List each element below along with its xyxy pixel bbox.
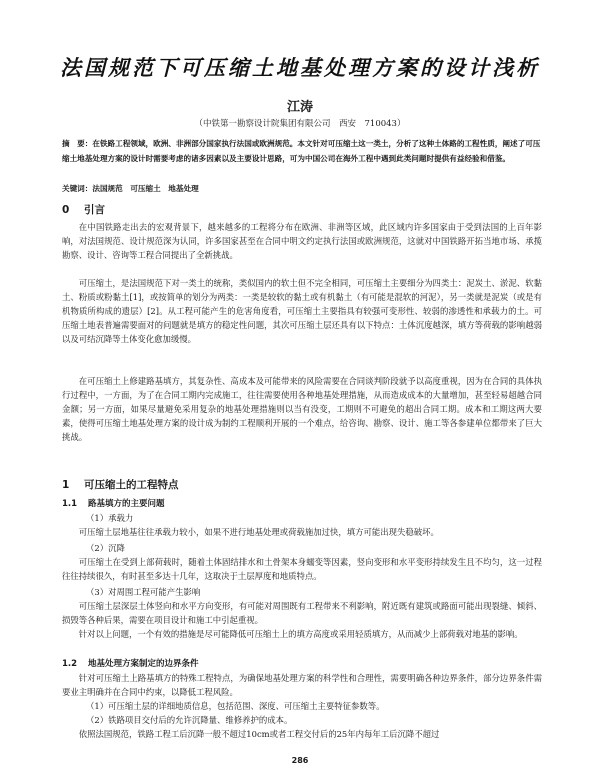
item-2-title: （2）沉降 [86,543,125,553]
section-number: 1 [62,479,70,491]
sub2-item-1: （1）可压缩土层的详细地质信息，包括范围、深度、可压缩土主要特征参数等。 [86,701,385,711]
subsection-title: 地基处理方案制定的边界条件 [88,659,199,669]
item-3-text: 可压缩土层深层土体竖向和水平方向变形，有可能对周围既有工程带来不利影响，附近既有建筑或路面可能出现裂缝、倾斜、损毁等各种后果，需要在项目设计和施工中引起重视。 [62,601,542,625]
page-number: 286 [291,756,309,765]
author-affiliation: （中铁第一勘察设计院集团有限公司 西安 710043） [194,119,406,129]
keywords-text: 法国规范 可压缩土 地基处理 [92,184,199,193]
section-heading-1 [62,477,179,492]
section-title: 可压缩土的工程特点 [84,479,179,491]
author-name: 江涛 [286,100,313,115]
abstract-text: 在铁路工程领域，欧洲、非洲部分国家执行法国或欧洲规范。本文针对可压缩土这一类土，分析了这种土体路的工程性质，阐述了可压缩土地基处理方案的设计时需要考虑的诸多因素以及主要设计思路，可为中国公司在海外工程中遇到此类问题时提供有益经验和借鉴。 [62,139,541,163]
sub2-last-line: 依照法国规范，铁路工程工后沉降一般不超过10cm或者工程交付后的25年内每年工后沉降不超过 [78,729,440,739]
subsection-heading-1-2 [62,657,199,669]
abstract [62,136,542,166]
item-3-title: （3）对周围工程可能产生影响 [86,587,201,597]
subsection-number: 1.1 [62,499,78,509]
sub2-item-2: （2）铁路项目交付后的允许沉降量、维修养护的成本。 [86,715,293,725]
abstract-label: 摘 要： [62,139,93,148]
sub1-summary: 针对以上问题，一个有效的措施是尽可能降低可压缩土上的填方高度或采用轻质填方，从而减少上部荷载对地基的影响。 [78,629,523,639]
keywords-label: 关键词： [62,184,93,193]
paper-title: 法国规范下可压缩土地基处理方案的设计浅析 [60,55,540,80]
intro-paragraph-1: 在中国铁路走出去的宏观背景下，越来越多的工程将分布在欧洲、非洲等区域，此区域内许多国家由于受到法国的上百年影响，对法国规范、设计规范深为认同，许多国家甚至在合同中明文约定执行法国或欧洲规范，这就对中国铁路开拓当地市场、承揽勘察、设计、咨询等工程合同提出了全新挑战。 [62,222,542,260]
sub2-paragraph: 针对可压缩土上路基填方的特殊工程特点，为确保地基处理方案的科学性和合理性，需要明确各种边界条件，部分边界条件需要业主明确并在合同中约束，以降低工程风险。 [62,673,542,697]
intro-paragraph-3: 在可压缩土上修建路基填方，其复杂性、高成本及可能带来的风险需要在合同谈判阶段就予以高度重视，因为在合同的具体执行过程中，一方面，为了在合同工期内完成施工，往往需要使用各种地基处理措施，从而造成成本的大量增加，甚至轻易超越合同金额；另一方面，如果尽量避免采用复杂的地基处理措施则以当有没变，工期则不可避免的超出合同工期。成本和工期这两大要素，使得可压缩土地基处理方案的设计成为制约工程顺利开展的一个难点，给咨询、勘察、设计、施工等各参建单位都带来了巨大挑战。 [62,376,542,442]
keywords [62,181,542,196]
intro-paragraph-2: 可压缩土，是法国规范下对一类土的统称，类似国内的软土但不完全相同，可压缩土主要细分为四类土：泥炭土、淤泥、软黏土、粉质或粉黏土[1]，或按简单的划分为两类：一类是较软的黏土或有机黏土（有可能是混软的河泥），另一类就是泥炭（或是有机物质所构成的遗层）[2]。从工程可能产生的危害角度看，可压缩土主要指具有较强可变形性、较弱的渗透性和承载力的土。可压缩土地表普遍需要面对的问题就是填方的稳定性问题，其次可压缩土层还具有以下特点：土体沉度越深，填方等荷载的影响越弱以及可结沉降等土体变化愈加缓慢。 [62,278,542,344]
item-1-text: 可压缩土层地基往往承载力较小，如果不进行地基处理或荷载施加过快，填方可能出现失稳破坏。 [78,527,439,537]
subsection-title: 路基填方的主要问题 [88,499,165,509]
subsection-number: 1.2 [62,659,78,669]
item-2-text: 可压缩土在受到上部荷载时，随着土体固结排水和土骨架本身蠕变等因素，竖向变形和水平变形持续发生且不均匀，这一过程往往持续很久，有时甚至多达十几年，这取决于土层厚度和地质特点。 [62,557,542,581]
item-1-title: （1）承载力 [86,513,134,523]
section-number: 0 [62,204,70,216]
section-title: 引言 [84,204,105,216]
section-heading-intro [62,202,105,217]
subsection-heading-1-1 [62,497,165,509]
